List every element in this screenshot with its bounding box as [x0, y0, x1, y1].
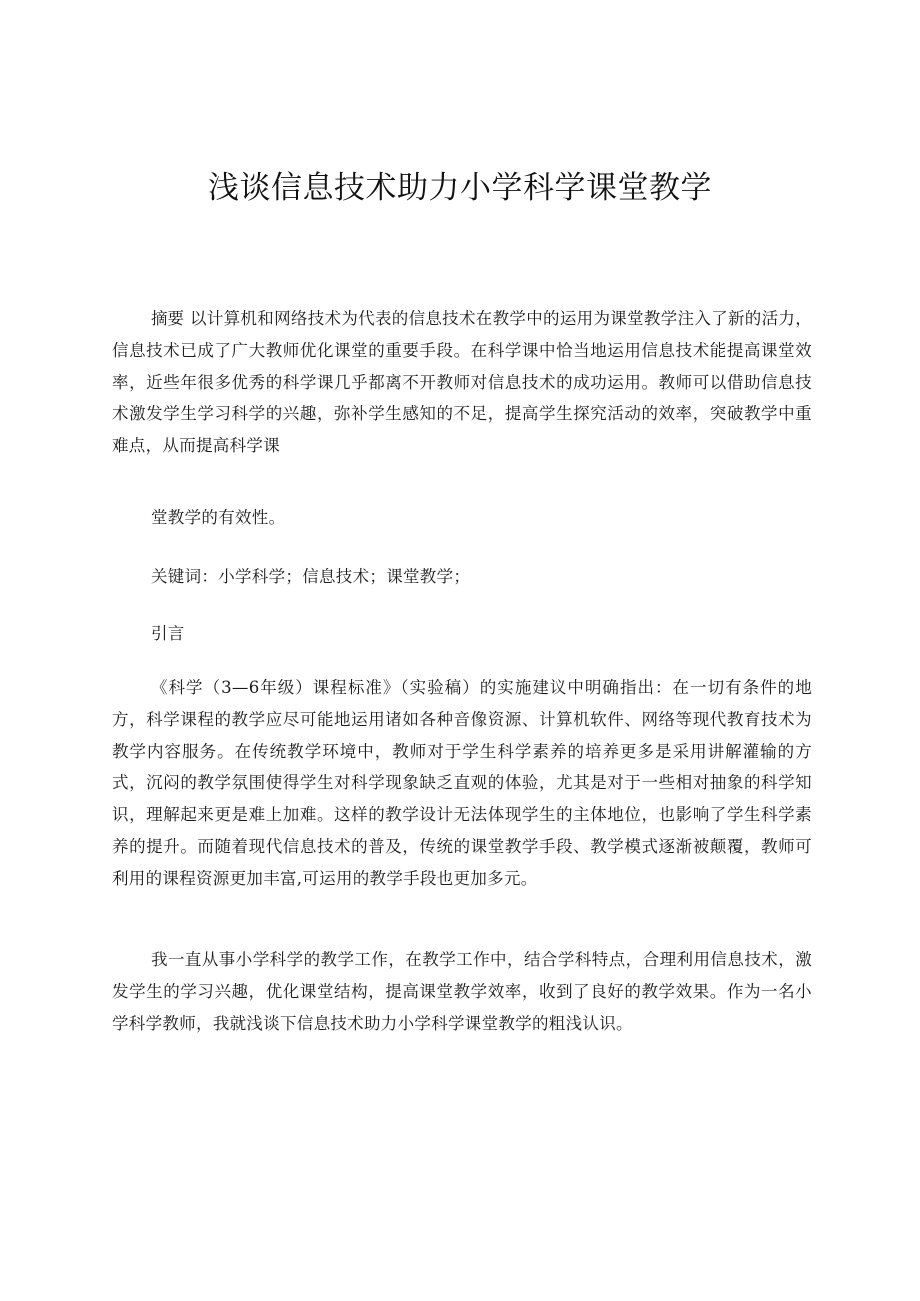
abstract-label: 摘要 [151, 309, 185, 328]
keywords-paragraph [112, 561, 812, 593]
keywords-label: 关键词： [151, 567, 219, 586]
abstract-paragraph [112, 303, 812, 462]
intro-heading: 引言 [151, 624, 185, 643]
intro-paragraph-1: 《科学（3—6年级）课程标准》（实验稿）的实施建议中明确指出：在一切有条件的地方，科学课程的教学应尽可能地运用诸如各种音像资源、计算机软件、网络等现代教育技术为教学内容服务。在传统教学环境中，教师对于学生科学素养的培养更多是采用讲解灌输的方式，沉闷的教学氛围使得学生对科学现象缺乏直观的体验，尤其是对于一些相对抽象的科学知识，理解起来更是难上加难。这样的教学设计无法体现学生的主体地位，也影响了学生科学素养的提升。而随着现代信息技术的普及，传统的课堂教学手段、教学模式逐渐被颠覆，教师可利用的课程资源更加丰富,可运用的教学手段也更加多元。 [112, 678, 812, 888]
keywords-text: 小学科学；信息技术；课堂教学； [218, 567, 471, 586]
document-title: 浅谈信息技术助力小学科学课堂教学 [208, 170, 712, 206]
intro-paragraph-2: 我一直从事小学科学的教学工作，在教学工作中，结合学科特点，合理利用信息技术，激发学生的学习兴趣，优化课堂结构，提高课堂教学效率，收到了良好的教学效果。作为一名小学科学教师，我就浅谈下信息技术助力小学科学课堂教学的粗浅认识。 [112, 950, 812, 1033]
abstract-continuation: 堂教学的有效性。 [151, 508, 286, 527]
abstract-text: 以计算机和网络技术为代表的信息技术在教学中的运用为课堂教学注入了新的活力，信息技术已成了广大教师优化课堂的重要手段。在科学课中恰当地运用信息技术能提高课堂效率，近些年很多优秀的科学课几乎都离不开教师对信息技术的成功运用。教师可以借助信息技术激发学生学习科学的兴趣，弥补学生感知的不足，提高学生探究活动的效率，突破教学中重难点，从而提高科学课 [112, 309, 813, 456]
